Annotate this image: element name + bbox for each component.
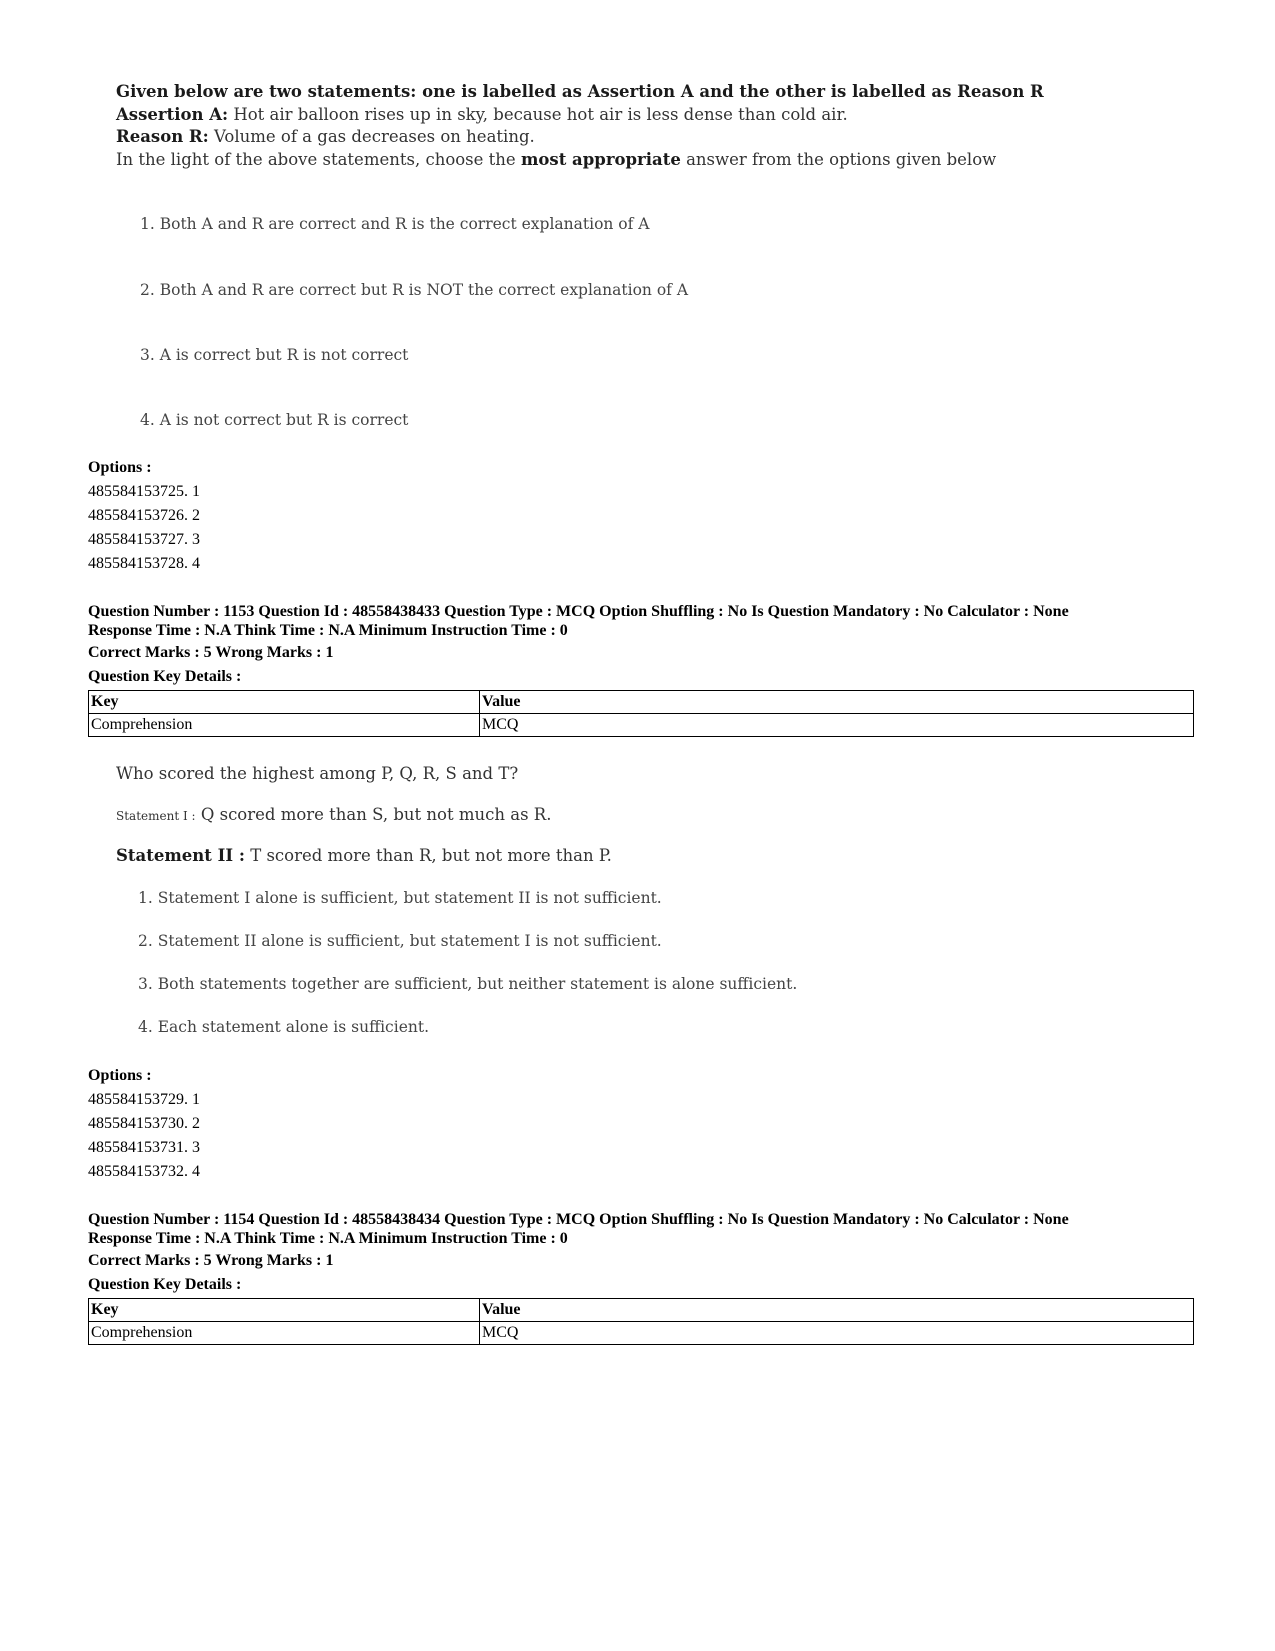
table-cell: Comprehension	[89, 714, 480, 737]
meta-line: Question Number : 1153 Question Id : 48558438433 Question Type : MCQ Option Shuffling : No Is Question Mandatory : No Calculator : None	[88, 603, 1069, 620]
key-details-label: Question Key Details :	[88, 1276, 242, 1293]
option-item: 485584153728. 4	[88, 555, 200, 572]
key-details-table-1153	[88, 690, 1194, 737]
table-header-cell: Value	[480, 691, 1194, 714]
question-header: Given below are two statements: one is labelled as Assertion A and the other is labelled as Reason R	[116, 82, 1044, 101]
choice-item: 3. A is correct but R is not correct	[140, 346, 409, 364]
choice-item: 1. Statement I alone is sufficient, but statement II is not sufficient.	[138, 889, 662, 907]
choice-item: 2. Both A and R are correct but R is NOT the correct explanation of A	[140, 281, 689, 299]
key-details-label: Question Key Details :	[88, 668, 242, 685]
table-row	[89, 691, 1194, 714]
choice-item: 2. Statement II alone is sufficient, but statement I is not sufficient.	[138, 932, 662, 950]
option-item: 485584153730. 2	[88, 1115, 200, 1132]
meta-line: Response Time : N.A Think Time : N.A Minimum Instruction Time : 0	[88, 622, 568, 639]
meta-line: Response Time : N.A Think Time : N.A Minimum Instruction Time : 0	[88, 1230, 568, 1247]
question-text: Who scored the highest among P, Q, R, S and T?	[116, 764, 519, 783]
reason-line: Reason R: Volume of a gas decreases on heating.	[116, 127, 535, 146]
marks-line: Correct Marks : 5 Wrong Marks : 1	[88, 1252, 334, 1269]
option-item: 485584153732. 4	[88, 1163, 200, 1180]
table-cell: Comprehension	[89, 1322, 480, 1345]
options-label: Options :	[88, 1067, 152, 1084]
marks-line: Correct Marks : 5 Wrong Marks : 1	[88, 644, 334, 661]
table-cell: MCQ	[480, 1322, 1194, 1345]
option-item: 485584153731. 3	[88, 1139, 200, 1156]
options-block-1153	[88, 1064, 200, 1184]
table-row	[89, 1299, 1194, 1322]
option-item: 485584153726. 2	[88, 507, 200, 524]
table-cell: MCQ	[480, 714, 1194, 737]
choice-item: 4. A is not correct but R is correct	[140, 411, 409, 429]
table-header-cell: Key	[89, 1299, 480, 1322]
assertion-line: Assertion A: Hot air balloon rises up in sky, because hot air is less dense than cold air.	[116, 105, 848, 124]
table-row	[89, 714, 1194, 737]
key-details-table-1154	[88, 1298, 1194, 1345]
choice-item: 3. Both statements together are sufficient, but neither statement is alone sufficient.	[138, 975, 798, 993]
statement-1-line: Statement I : Q scored more than S, but not much as R.	[116, 805, 552, 824]
meta-line: Question Number : 1154 Question Id : 48558438434 Question Type : MCQ Option Shuffling : No Is Question Mandatory : No Calculator : None	[88, 1211, 1069, 1228]
question-meta-1154	[88, 1210, 1069, 1297]
choice-item: 1. Both A and R are correct and R is the correct explanation of A	[140, 215, 650, 233]
table-row	[89, 1322, 1194, 1345]
option-item: 485584153727. 3	[88, 531, 200, 548]
options-label: Options :	[88, 459, 152, 476]
choice-item: 4. Each statement alone is sufficient.	[138, 1018, 430, 1036]
instruction-line: In the light of the above statements, choose the most appropriate answer from the options given below	[116, 150, 997, 169]
option-item: 485584153729. 1	[88, 1091, 200, 1108]
options-block-1152	[88, 456, 200, 576]
question-meta-1153	[88, 602, 1069, 689]
table-header-cell: Value	[480, 1299, 1194, 1322]
option-item: 485584153725. 1	[88, 483, 200, 500]
table-header-cell: Key	[89, 691, 480, 714]
statement-2-line: Statement II : T scored more than R, but not more than P.	[116, 846, 612, 865]
